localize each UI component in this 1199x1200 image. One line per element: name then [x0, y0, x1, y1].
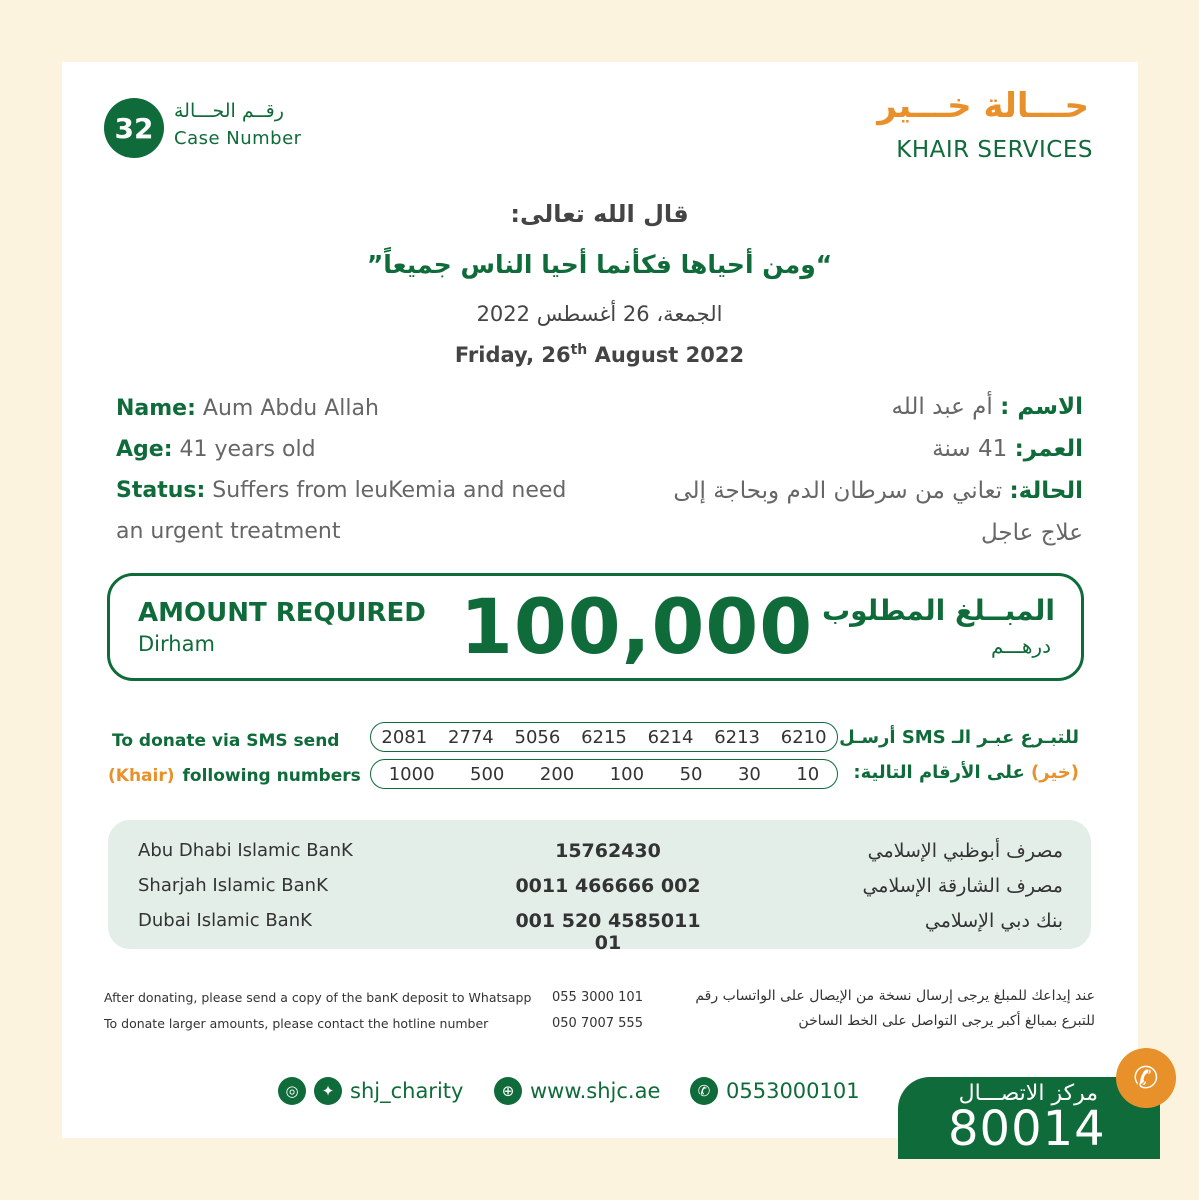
globe-icon: ⊕ [494, 1077, 522, 1105]
sms-number[interactable]: 5056 [514, 726, 561, 748]
name-value-ar: أم عبد الله [891, 394, 1001, 420]
website-link[interactable] [494, 1077, 660, 1105]
status-value-ar: تعاني من سرطان الدم وبحاجة إلى [673, 478, 1010, 504]
date-arabic: الجمعة، 26 أغسطس 2022 [476, 302, 723, 326]
logo-arabic: حـــالة خـــير [877, 86, 1089, 126]
sms-following-en: following numbers [182, 766, 361, 786]
status-line-en [116, 478, 566, 503]
date-rest: August 2022 [587, 343, 745, 367]
verse-intro: قال الله تعالى: [510, 200, 689, 228]
whatsapp-icon: ✆ [690, 1077, 718, 1105]
case-label-en: Case Number [174, 128, 302, 149]
verse-text: “ومن أحياها فكأنما أحيا الناس جميعاً” [366, 250, 833, 279]
status-line-ar [673, 478, 1083, 504]
age-label-ar: العمر: [1014, 436, 1083, 462]
status-label-ar: الحالة: [1009, 478, 1083, 504]
bank-name-en: Dubai Islamic BanK [138, 910, 312, 931]
whatsapp-number[interactable]: 0553000101 [726, 1079, 860, 1103]
bank-row [108, 875, 1091, 905]
sms-instruction-ar: للتبـرع عبـر الـ SMS أرسـل [839, 727, 1079, 748]
status-label-en: Status: [116, 478, 206, 503]
name-line-ar [891, 394, 1083, 420]
bank-accounts-panel [108, 820, 1091, 954]
amount-title-ar: المبــلغ المطلوب [821, 594, 1055, 627]
case-label-ar: رقــم الحـــالة [174, 100, 284, 122]
sms-keyword-line-ar [853, 762, 1079, 783]
bank-name-en: Sharjah Islamic BanK [138, 875, 328, 896]
sms-keyword-ar: (خير) [1031, 762, 1079, 783]
name-label-en: Name: [116, 396, 196, 421]
whatsapp-note-number[interactable]: 055 3000 101 [552, 990, 643, 1005]
sms-amount: 1000 [388, 763, 435, 785]
amount-required-box [107, 573, 1084, 681]
amount-value: 100,000 [460, 582, 814, 671]
bank-row [108, 910, 1091, 954]
name-line-en [116, 396, 379, 421]
sms-amount: 200 [539, 763, 575, 785]
whatsapp-link[interactable] [690, 1077, 860, 1105]
sms-amounts-row [370, 759, 838, 789]
case-number-badge: 32 [104, 98, 164, 158]
amount-title-en: AMOUNT REQUIRED [138, 598, 426, 628]
age-value-ar: 41 سنة [932, 436, 1015, 462]
name-value-en: Aum Abdu Allah [195, 396, 379, 421]
website-url[interactable]: www.shjc.ae [530, 1079, 661, 1103]
age-value-en: 41 years old [172, 437, 316, 462]
bank-name-ar: مصرف أبوظبي الإسلامي [867, 840, 1063, 862]
bank-name-ar: مصرف الشارقة الإسلامي [862, 875, 1063, 897]
sms-amount: 500 [470, 763, 505, 785]
call-center-label: مركز الاتصـــال [958, 1081, 1098, 1106]
sms-keyword-en: (Khair) [108, 766, 175, 786]
sms-amount: 50 [679, 763, 703, 785]
sms-amount: 30 [737, 763, 761, 785]
sms-amount: 100 [609, 763, 645, 785]
whatsapp-note-en: After donating, please send a copy of the banK deposit to Whatsapp [104, 990, 532, 1005]
sms-numbers-row [370, 722, 838, 752]
call-center-number[interactable]: 80014 [948, 1101, 1106, 1157]
sms-following-ar: على الأرقام التالية: [853, 762, 1032, 783]
phone-icon: ✆ [1116, 1048, 1176, 1108]
twitter-icon[interactable]: ✦ [314, 1077, 342, 1105]
social-handle[interactable]: shj_charity [350, 1079, 464, 1103]
sms-number[interactable]: 6210 [780, 726, 827, 748]
sms-amount: 10 [796, 763, 820, 785]
sms-number[interactable]: 2774 [447, 726, 494, 748]
date-english [0, 342, 1199, 367]
status-line-en-2: an urgent treatment [116, 519, 341, 544]
sms-number[interactable]: 2081 [381, 726, 428, 748]
hotline-note-en: To donate larger amounts, please contact the hotline number [104, 1016, 489, 1031]
bank-account-number[interactable]: 0011 466666 002 [515, 875, 701, 897]
social-handle-link[interactable] [278, 1077, 463, 1105]
hotline-note-ar: للتبرع بمبالغ أكبر يرجى التواصل على الخط الساخن [798, 1013, 1095, 1029]
sms-number[interactable]: 6213 [714, 726, 760, 748]
age-label-en: Age: [116, 437, 173, 462]
logo-english: KHAIR SERVICES [896, 137, 1093, 163]
sms-number[interactable]: 6215 [581, 726, 627, 748]
sms-instruction-en: To donate via SMS send [112, 731, 340, 751]
bank-name-en: Abu Dhabi Islamic BanK [138, 840, 353, 861]
sms-number[interactable]: 6214 [647, 726, 694, 748]
bank-row [108, 840, 1091, 870]
bank-account-number[interactable]: 001 520 4585011 01 [515, 910, 701, 954]
amount-unit-en: Dirham [138, 632, 215, 656]
instagram-icon[interactable]: ◎ [278, 1077, 306, 1105]
amount-unit-ar: درهـــم [991, 634, 1051, 658]
age-line-en [116, 437, 316, 462]
date-suffix: th [570, 342, 588, 358]
status-value-en: Suffers from leuKemia and need [205, 478, 567, 503]
bank-account-number[interactable]: 15762430 [555, 840, 661, 862]
date-day: Friday, 26 [454, 343, 571, 367]
name-label-ar: الاسم : [1000, 394, 1083, 420]
age-line-ar [932, 436, 1083, 462]
sms-keyword-line-en [108, 766, 361, 786]
bank-name-ar: بنك دبي الإسلامي [924, 910, 1063, 932]
whatsapp-note-ar: عند إيداعك للمبلغ يرجى إرسال نسخة من الإيصال على الواتساب رقم [695, 988, 1095, 1004]
status-line-ar-2: علاج عاجل [981, 520, 1083, 546]
hotline-note-number[interactable]: 050 7007 555 [552, 1016, 643, 1031]
